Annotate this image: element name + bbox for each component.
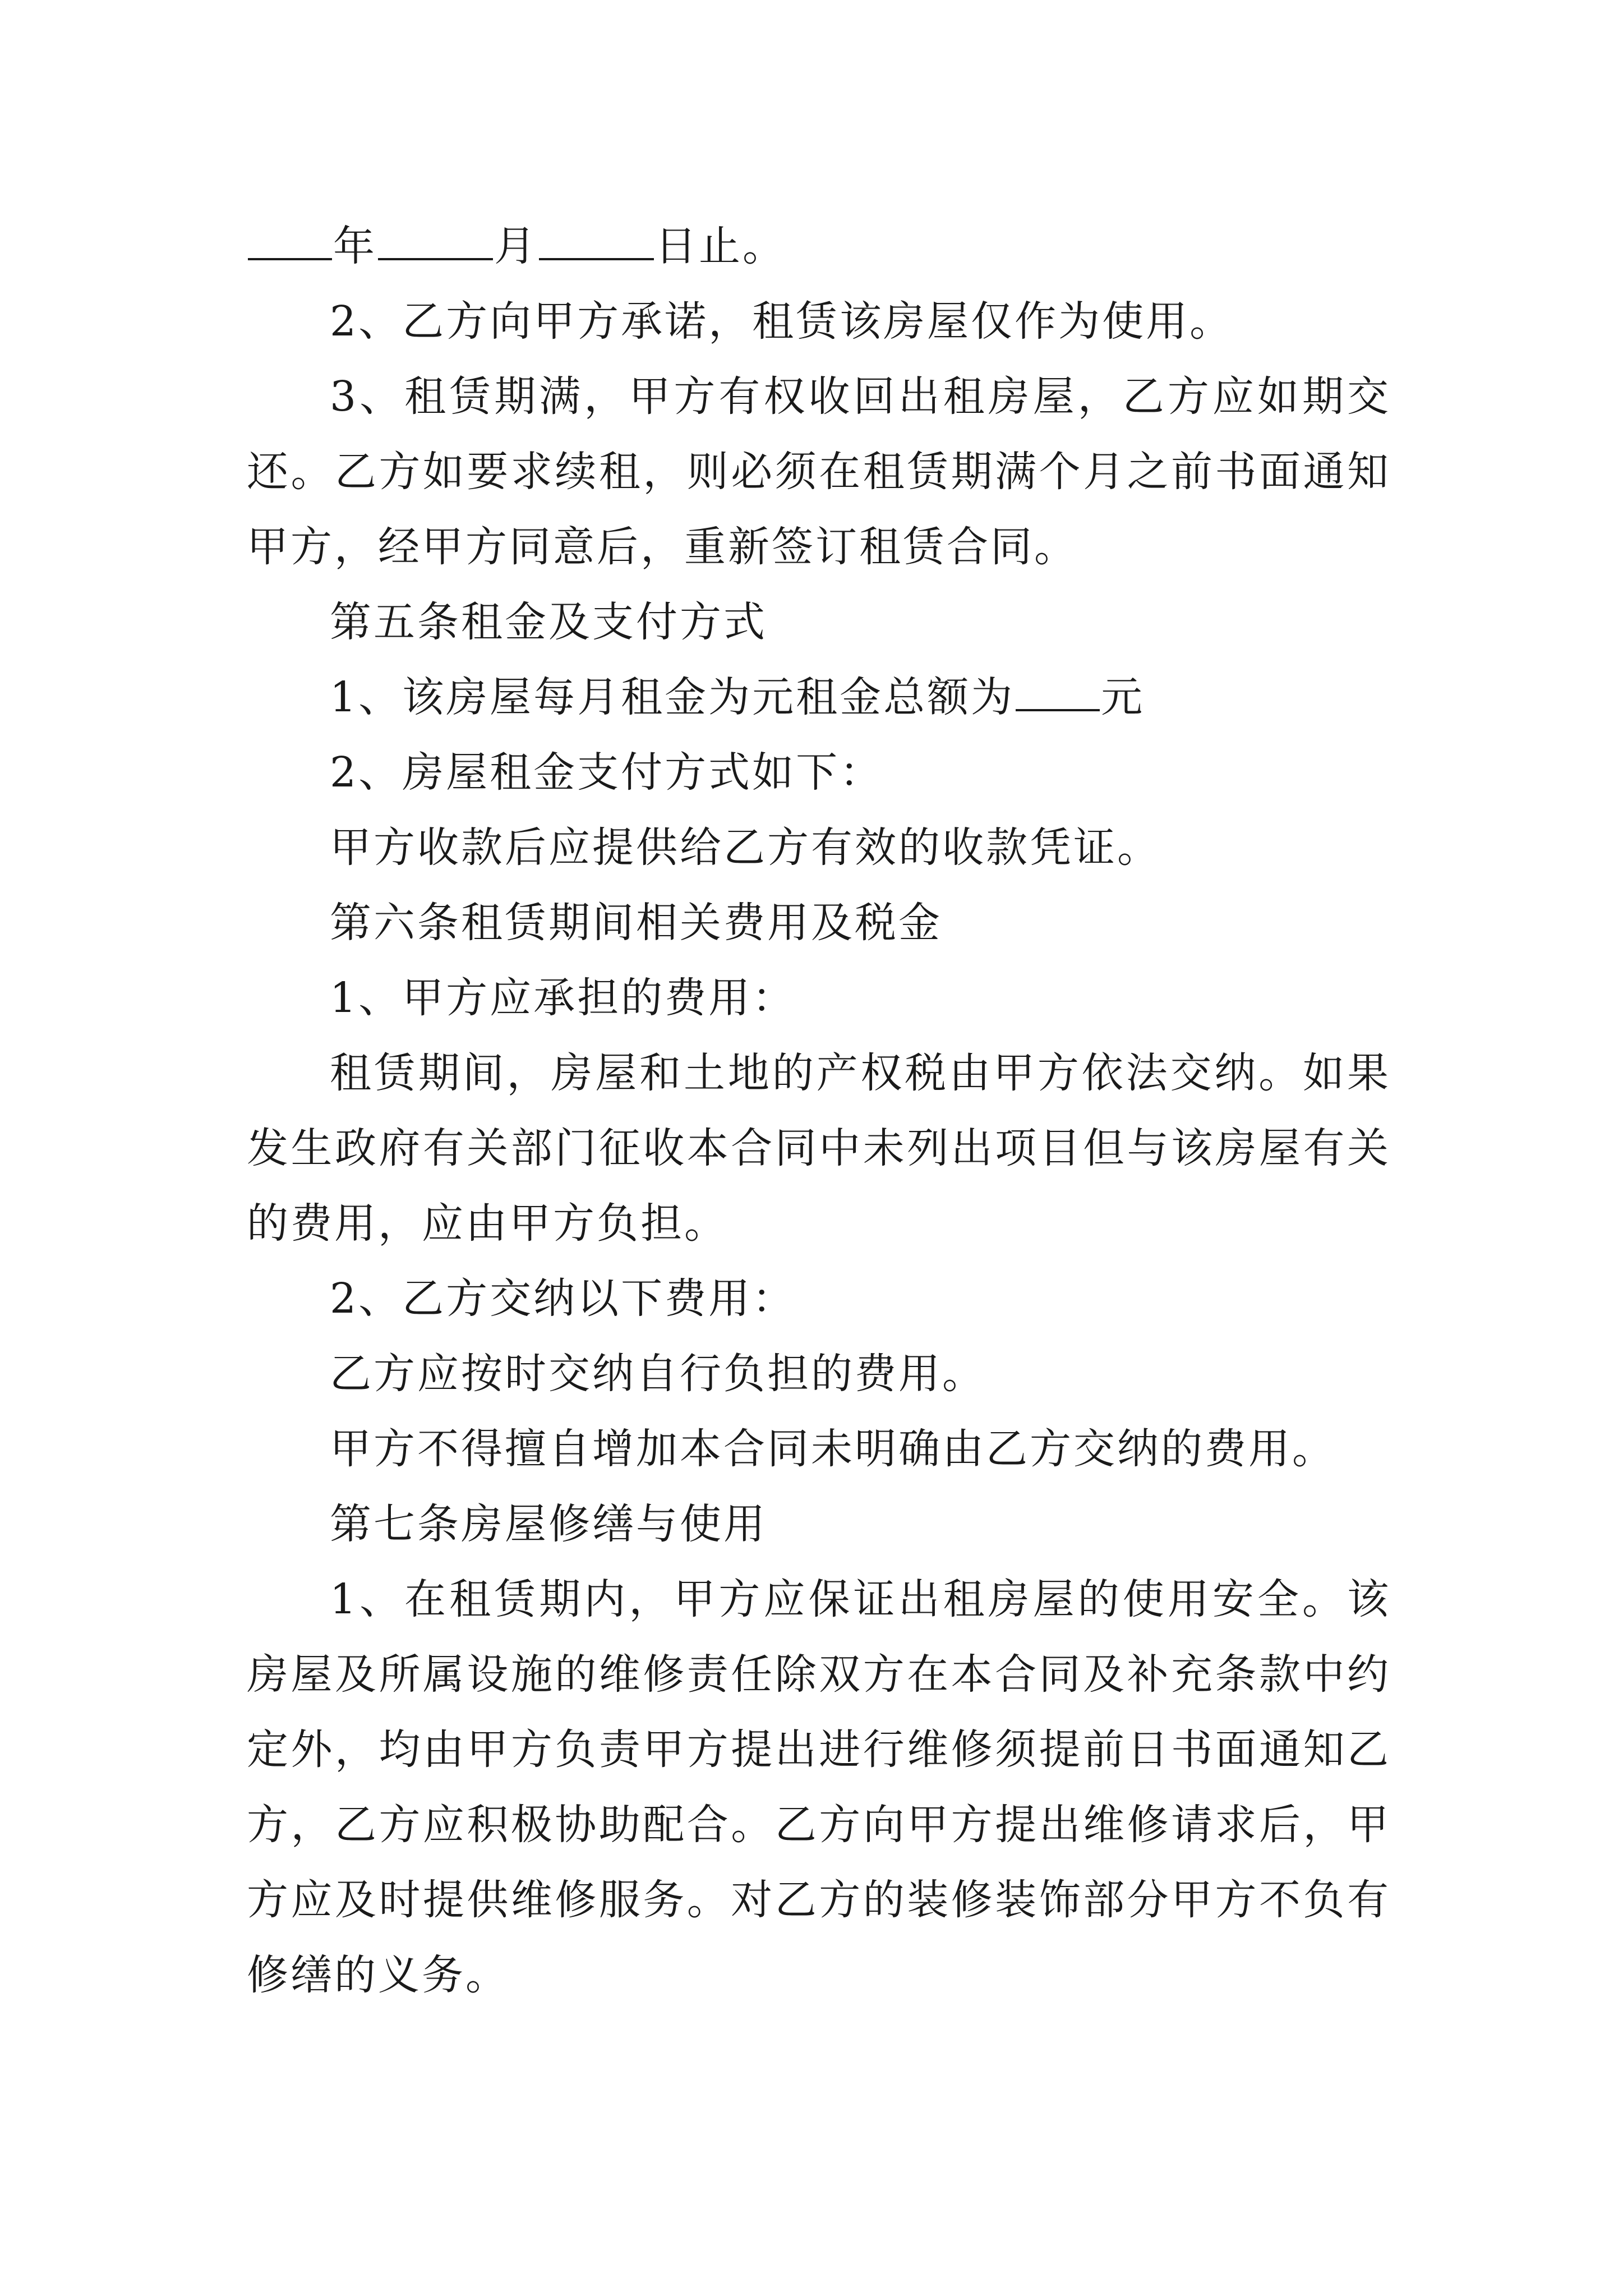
clause-7-1: 1、在租赁期内，甲方应保证出租房屋的使用安全。该房屋及所属设施的维修责任除双方在本合同及补充条款中约定外，均由甲方负责甲方提出进行维修须提前日书面通知乙方，乙方应积极协助配合。乙方向甲方提出维修请求后，甲方应及时提供维修服务。对乙方的装修装饰部分甲方不负有修缮的义务。 bbox=[247, 1575, 1391, 1999]
article-6-heading: 第六条租赁期间相关费用及税金 bbox=[330, 899, 942, 947]
month-suffix: 月 bbox=[494, 222, 538, 270]
year-suffix: 年 bbox=[333, 222, 377, 270]
rent-suffix: 元 bbox=[1101, 673, 1145, 721]
clause-6-2-restriction: 甲方不得擅自增加本合同未明确由乙方交纳的费用。 bbox=[330, 1425, 1336, 1473]
year-blank bbox=[248, 219, 332, 260]
day-suffix: 日止。 bbox=[655, 222, 786, 270]
document-body bbox=[247, 209, 1391, 2013]
rent-total-blank bbox=[1016, 670, 1100, 711]
clause-4-3: 3、租赁期满，甲方有权收回出租房屋，乙方应如期交还。乙方如要求续租，则必须在租赁期满个月之前书面通知甲方，经甲方同意后，重新签订租赁合同。 bbox=[247, 372, 1391, 571]
date-line bbox=[247, 209, 1391, 284]
clause-6-1: 1、甲方应承担的费用： bbox=[330, 974, 796, 1022]
rent-line bbox=[247, 660, 1391, 735]
receipt-clause: 甲方收款后应提供给乙方有效的收款凭证。 bbox=[330, 823, 1161, 872]
rent-prefix: 1、该房屋每月租金为元租金总额为 bbox=[330, 673, 1015, 721]
clause-6-2: 2、乙方交纳以下费用： bbox=[330, 1274, 796, 1323]
month-blank bbox=[378, 219, 493, 260]
clause-4-2: 2、乙方向甲方承诺，租赁该房屋仅作为使用。 bbox=[330, 297, 1234, 346]
article-7-heading: 第七条房屋修缮与使用 bbox=[330, 1500, 767, 1548]
clause-5-2: 2、房屋租金支付方式如下： bbox=[330, 748, 884, 797]
article-5-heading: 第五条租金及支付方式 bbox=[330, 598, 767, 646]
day-blank bbox=[539, 219, 654, 260]
clause-6-2-body: 乙方应按时交纳自行负担的费用。 bbox=[330, 1350, 986, 1398]
clause-6-1-body: 租赁期间，房屋和土地的产权税由甲方依法交纳。如果发生政府有关部门征收本合同中未列出项目但与该房屋有关的费用，应由甲方负担。 bbox=[247, 1049, 1391, 1248]
